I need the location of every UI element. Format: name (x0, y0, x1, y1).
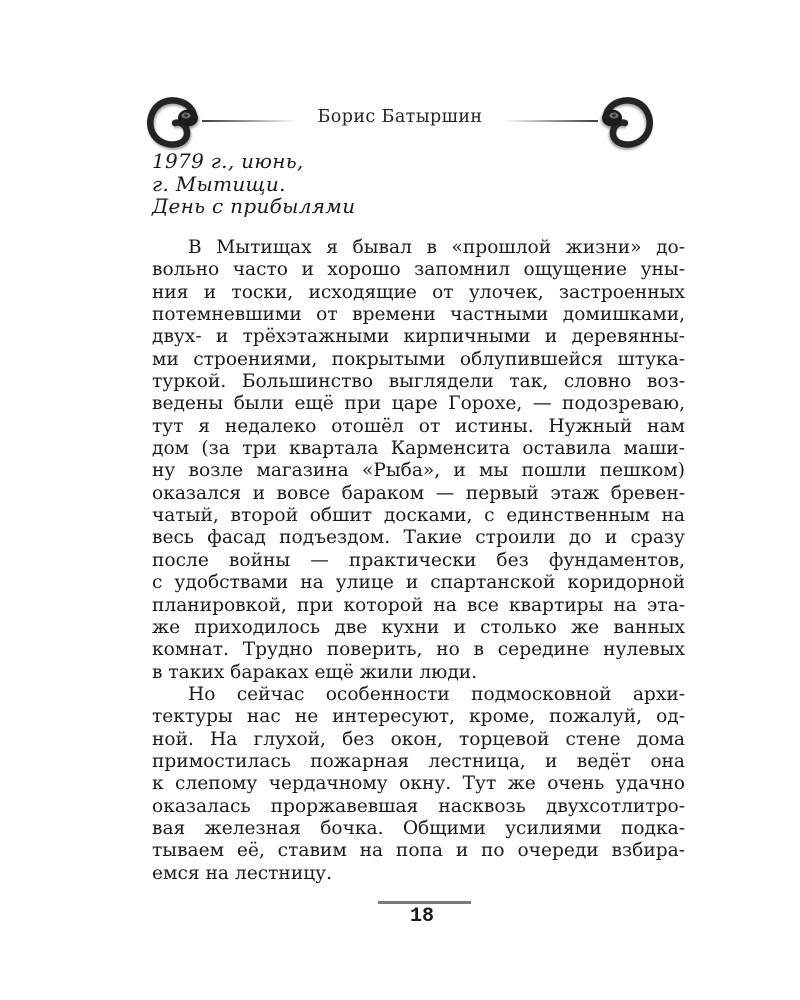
text-line: Но сейчас особенности подмосковной архи- (188, 683, 685, 705)
curl-ornament-icon (591, 95, 655, 149)
running-head-author: Борис Батыршин (317, 107, 483, 127)
text-line: вая железная бочка. Общими усилиями подка- (152, 817, 685, 839)
dateline-line: День с прибылями (152, 194, 356, 218)
text-line: комнат. Трудно поверить, но в середине нулевых (152, 639, 685, 661)
chapter-dateline (152, 150, 355, 218)
text-line: в таких бараках ещё жили люди. (152, 661, 478, 683)
text-line: ми строениями, покрытыми облупившейся штука- (152, 348, 685, 370)
text-line: тектуры нас не интересуют, кроме, пожалуй, од- (152, 706, 685, 728)
paragraph (152, 684, 685, 885)
dateline-line: г. Мытищи. (152, 171, 286, 196)
page-number-rule (378, 901, 471, 904)
text-line: тываем её, ставим на попа и по очереди взбира- (152, 840, 685, 862)
dateline-line: 1979 г., июнь, (152, 149, 304, 173)
text-line: с удобствами на улице и спартанской коридорной (152, 572, 685, 594)
text-line: туркой. Большинство выглядели так, словно воз- (152, 371, 685, 393)
text-line: ну возле магазина «Рыба», и мы пошли пешком) (152, 460, 685, 482)
text-line: оказался и вовсе бараком — первый этаж бревен- (152, 482, 685, 504)
text-line: же приходилось две кухни и столько же ванных (152, 616, 685, 638)
text-line: ведены были ещё при царе Горохе, — подозреваю, (152, 393, 685, 415)
text-line: примостилась пожарная лестница, и ведёт она (152, 750, 685, 772)
text-line: к слепому чердачному окну. Тут же очень удачно (152, 773, 685, 795)
text-line: оказалась проржавевшая насквозь двухсотлитро- (152, 795, 685, 817)
text-line: весь фасад подъездом. Такие строили до и сразу (152, 527, 685, 549)
text-line: тут я недалеко отошёл от истины. Нужный нам (152, 415, 685, 437)
text-line: ния и тоски, исходящие от улочек, застроенных (152, 281, 685, 303)
text-line: В Мытищах я бывал в «прошлой жизни» до- (188, 237, 685, 258)
body-text (152, 237, 685, 885)
paragraph (152, 237, 685, 684)
header-rule-right (502, 120, 598, 122)
text-line: вольно часто и хорошо запомнил ощущение уны- (152, 259, 685, 281)
text-line: двух- и трёхэтажными кирпичными и деревянны- (152, 326, 685, 348)
text-line: чатый, второй обшит досками, с единственным на (152, 505, 685, 527)
text-line: емся на лестницу. (152, 862, 333, 884)
text-line: дом (за три квартала Карменсита оставила маши- (152, 438, 685, 460)
text-line: потемневшими от времени частными домишками, (152, 304, 685, 326)
text-line: после войны — практически без фундаментов, (152, 549, 685, 571)
text-line: планировкой, при которой на все квартиры на эта- (152, 594, 685, 616)
text-line: ной. На глухой, без окон, торцевой стене дома (152, 728, 685, 750)
page-number: 18 (409, 905, 434, 928)
